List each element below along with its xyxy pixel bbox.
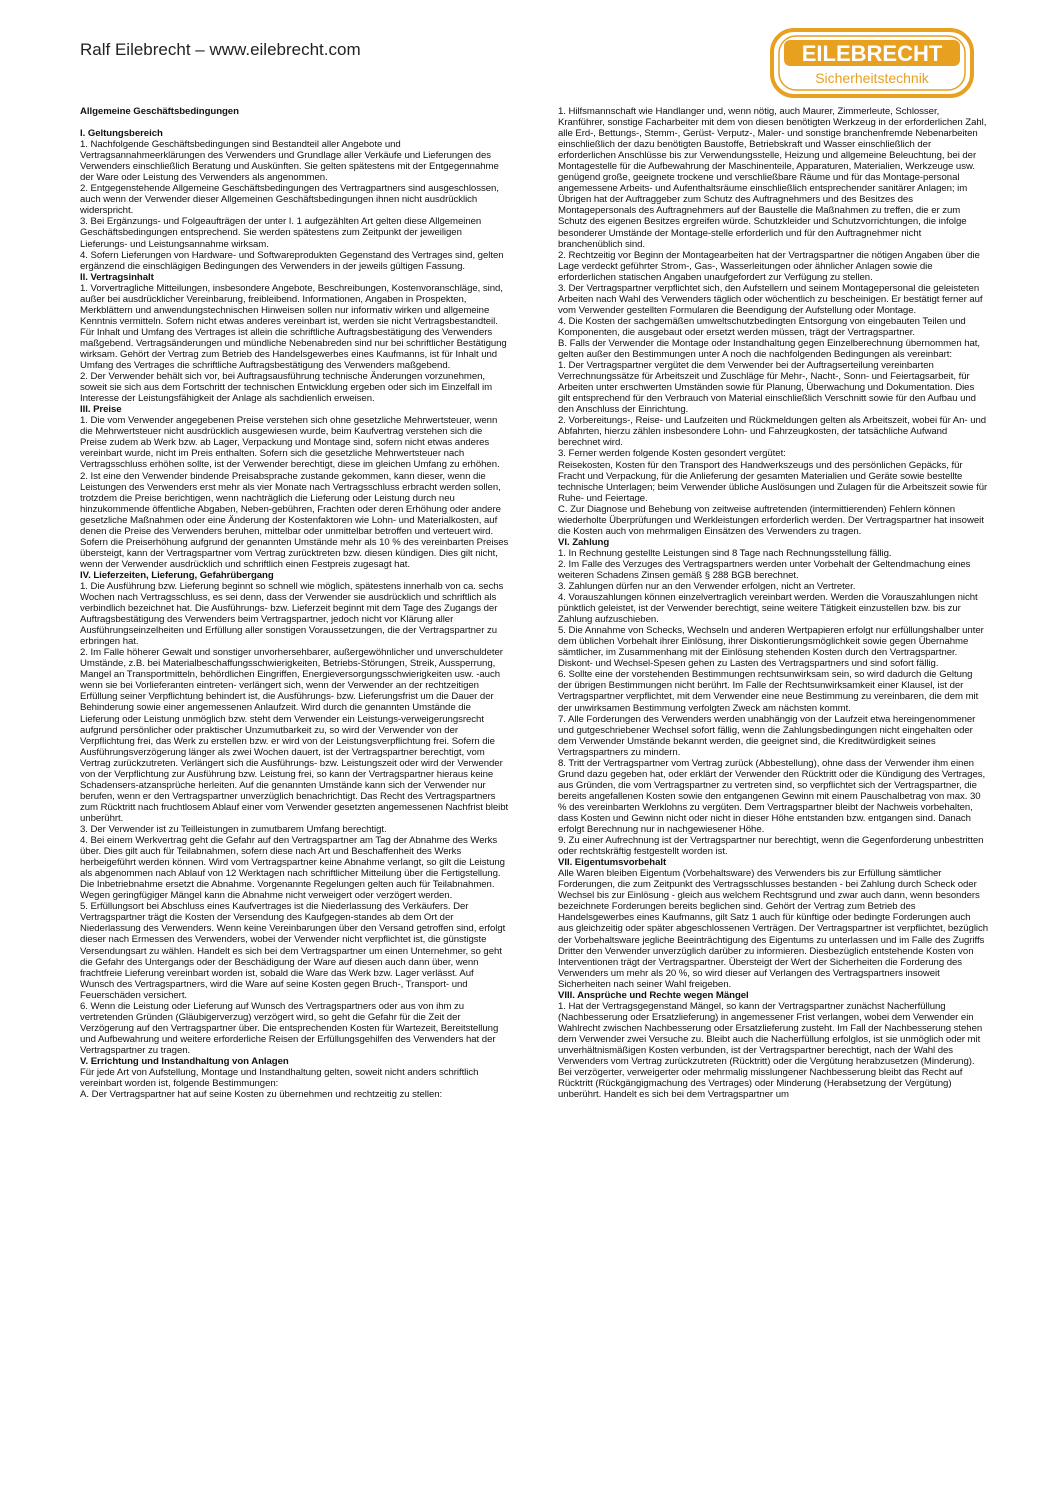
left-column-body bbox=[80, 128, 510, 1100]
section-heading: V. Errichtung und Instandhaltung von Anlagen bbox=[80, 1055, 289, 1067]
clause-paragraph: B. Falls der Verwender die Montage oder Instandhaltung gegen Einzelberechnung übernommen hat, gelten außer den Bestimmungen unter A noch die nachfolgenden Bedingungen als vereinbart: bbox=[558, 337, 981, 361]
clause-paragraph: 4. Die Kosten der sachgemäßen umweltschutzbedingten Entsorgung von eingebauten Teilen und Komponenten, die ausgebaut oder ersetzt werden müssen, trägt der Vertragspartner. bbox=[558, 315, 966, 338]
clause-paragraph: 2. Im Falle höherer Gewalt und sonstiger unvorhersehbarer, außergewöhnlicher und unverschuldeter Umstände, z.B. bei Materialbeschaffungsschwierigkeiten, Betriebs-Störungen, Streik, Aussperrung, Mangel an Transportmitteln, behördlichen Eingriffen, Energieversorgungsschwierigkeiten usw. -auch wenn sie bei Vorlieferanten eintreten- verlängert sich, wenn der Verwender an der rechtzeitigen Erfüllung seiner Verpflichtung behindert ist, die Ausführungs- bzw. Lieferungsfrist um die Dauer der Behinderung sowie einer angemessenen Anlaufzeit. Wird durch die genannten Umstände die Lieferung oder Leistung unmöglich bzw. steht dem Verwender ein Leistungs-verweigerungsrecht aufgrund persönlicher oder praktischer Unzumutbarkeit zu, so wird der Verwender von der Verpflichtung frei, das Werk zu erstellen bzw. er wird von der Leistungsverpflichtung frei. Sofern die Ausführungsverzögerung länger als zwei Wochen dauert, ist der Vertragspartner berechtigt, vom Vertrag zurückzutreten. Verlängert sich die Ausführungs- bzw. Leistungszeit oder wird der Verwender von der Verpflichtung zur Ausführung bzw. Leistung frei, so kann der Vertragspartner hieraus keine Schadensers-atzansprüche herleiten. Auf die genannten Umstände kann sich der Verwender nur berufen, wenn er den Vertragspartner unverzüglich benachrichtigt. Das Recht des Vertragspartners zum Rücktritt nach fruchtlosem Ablauf einer vom Verwender gesetzten angemessenen Nachfrist bleibt unberührt. bbox=[80, 647, 509, 824]
clause-paragraph: 6. Wenn die Leistung oder Lieferung auf Wunsch des Vertragspartners oder aus von ihm zu vertretenden Gründen (Gläubigerverzug) verzögert wird, so geht die Gefahr für die Zeit der Verzögerung auf den Vertragspartner über. Die entsprechenden Kosten für Wartezeit, Bereitstellung und Aufbewahrung und weitere erforderliche Reisen der Erfüllungsgehilfen des Verwenders hat der Vertragspartner zu tragen. bbox=[80, 1000, 499, 1056]
clause-paragraph: 2. Entgegenstehende Allgemeine Geschäftsbedingungen des Vertragpartners sind ausgeschlossen, auch wenn der Verwender dieser Allgemeinen Geschäftsbedingungen ihnen nicht ausdrücklich widerspricht. bbox=[80, 183, 499, 217]
clause-paragraph: 2. Im Falle des Verzuges des Vertragspartners werden unter Vorbehalt der Geltendmachung eines weiteren Schadens Zinsen gemäß § 288 BGB berechnet. bbox=[558, 558, 971, 581]
clause-paragraph: 5. Die Annahme von Schecks, Wechseln und anderen Wertpapieren erfolgt nur erfüllungshalber unter dem üblichen Vorbehalt ihrer Einlösung, ihrer Diskontierungsmöglichkeit sowie gegen Übernahme sämtlicher, im Zusammenhang mit der Einlösung stehenden Kosten durch den Vertragspartner. Diskont- und Wechsel-Spesen gehen zu Lasten des Vertragspartners und sind sofort fällig. bbox=[558, 625, 984, 670]
page-header: Ralf Eilebrecht – www.eilebrecht.com bbox=[80, 40, 361, 59]
section-heading: II. Vertragsinhalt bbox=[80, 271, 154, 283]
left-column bbox=[80, 106, 510, 1100]
clause-paragraph: 6. Sollte eine der vorstehenden Bestimmungen rechtsunwirksam sein, so wird dadurch die Geltung der übrigen Bestimmungen nicht berührt. Im Falle der Rechtsunwirksamkeit einer Klausel, ist der Vertragspartner verpflichtet, mit dem Verwender eine neue Bestimmung zu vereinbaren, die dem mit der unwirksamen Bestimmung verfolgten Zweck am nächsten kommt. bbox=[558, 669, 979, 714]
right-column bbox=[558, 106, 988, 1100]
clause-paragraph: 4. Vorauszahlungen können einzelvertraglich vereinbart werden. Werden die Vorauszahlungen nicht pünktlich geleistet, ist der Verwender berechtigt, seine weitere Tätigkeit einzustellen bzw. bis zur Zahlung aufzuschieben. bbox=[558, 592, 978, 626]
clause-paragraph: 1. Hilfsmannschaft wie Handlanger und, wenn nötig, auch Maurer, Zimmerleute, Schlosser, Kranführer, sonstige Facharbeiter mit dem von diesen benötigten Werkzeug in der erforderlichen Zahl, alle Erd-, Bettungs-, Stemm-, Gerüst- Verputz-, Maler- und sonstige branchenfremde Nebenarbeiten einschließlich der dazu benötigten Baustoffe, Betriebskraft und Wasser einschließlich der erforderlichen Anschlüsse bis zur Verwendungsstelle, Heizung und allgemeine Beleuchtung, bei der Montagestelle für die Aufbewahrung der Maschinenteile, Apparaturen, Materialien, Werkzeuge usw. genügend große, geeignete trockene und verschließbare Räume und für das Montage-personal angemessene Arbeits- und Aufenthaltsräume einschließlich entsprechender sanitärer Anlagen; im Übrigen hat der Auftraggeber zum Schutz des Auftragnehmers und des Besitzes des Montagepersonals des Auftragnehmers auf der Baustelle die Maßnahmen zu treffen, die er zum Schutz des eigenen Besitzes ergreifen würde. Schutzkleider und Schutzvorrichtungen, die infolge besonderer Umstände der Montage-stelle erforderlich und für den Auftragnehmer nicht branchenüblich sind. bbox=[558, 106, 987, 250]
section-heading: VI. Zahlung bbox=[558, 536, 610, 548]
logo-subtitle: Sicherheitstechnik bbox=[815, 70, 929, 86]
terms-document bbox=[80, 106, 989, 1466]
clause-paragraph: 3. Ferner werden folgende Kosten gesondert vergütet: bbox=[558, 448, 786, 460]
clause-paragraph: 4. Sofern Lieferungen von Hardware- und Softwareprodukten Gegenstand des Vertrages sind, gelten ergänzend die einschlägigen Bedingungen des Verwenders in der jeweils gültigen Fassung. bbox=[80, 249, 504, 272]
clause-paragraph: Alle Waren bleiben Eigentum (Vorbehaltsware) des Verwenders bis zur Erfüllung sämtlicher Forderungen, die zum Zeitpunkt des Vertragsschlusses bestanden - bei Zahlung durch Scheck oder Wechsel bis zur Einlösung - gleich aus welchem Rechtsgrund und zwar auch dann, wenn besonders bezeichnete Forderungen bereits beglichen sind. Gehört der Vertrag zum Betrieb des Handelsgewerbes eines Kaufmanns, gilt Satz 1 auch für künftige oder bedingte Forderungen auch aus gleichzeitig oder später abgeschlossenen Verträgen. Der Vertragspartner ist verpflichtet, bezüglich der Vorbehaltsware jegliche Beeinträchtigung des Eigentums zu unterlassen und im Falle des Zugriffs Dritter den Verwender unverzüglich darüber zu informieren. Diesbezüglich entstehende Kosten von Interventionen trägt der Vertragspartner. Übersteigt der Wert der Sicherheiten die Forderung des Verwenders um mehr als 20 %, so wird dieser auf Verlangen des Vertragspartners insoweit Sicherheiten nach seiner Wahl freigeben. bbox=[558, 868, 989, 990]
section-heading: III. Preise bbox=[80, 404, 122, 416]
clause-paragraph: 3. Der Verwender ist zu Teilleistungen in zumutbarem Umfang berechtigt. bbox=[80, 824, 387, 835]
section-heading: IV. Lieferzeiten, Lieferung, Gefahrübergang bbox=[80, 569, 274, 581]
clause-paragraph: 1. In Rechnung gestellte Leistungen sind 8 Tage nach Rechnungsstellung fällig. bbox=[558, 547, 892, 559]
right-column-body bbox=[558, 106, 988, 1100]
document-title: Allgemeine Geschäftsbedingungen bbox=[80, 106, 239, 117]
clause-paragraph: 3. Bei Ergänzungs- und Folgeaufträgen der unter I. 1 aufgezählten Art gelten diese Allgemeinen Geschäftsbedingungen entsprechend. Sie werden spätestens zum Zeitpunkt der jeweiligen Lieferungs- und Leistungsannahme wirksam. bbox=[80, 216, 482, 250]
clause-paragraph: 1. Der Vertragspartner vergütet die dem Verwender bei der Auftragserteilung vereinbarten Verrechnungssätze für Arbeitszeit und Zuschläge für Mehr-, Nacht-, Sonn- und Feiertagsarbeit, für Arbeiten unter erschwerten Umständen sowie für Planung, Überwachung und Dokumentation. Dies gilt entsprechend für den Verbrauch von Material einschließlich Verschnitt sowie für den Aufbau und den Anschluss der Einrichtung. bbox=[558, 360, 976, 416]
clause-paragraph: 1. Die Ausführung bzw. Lieferung beginnt so schnell wie möglich, spätestens innerhalb von ca. sechs Wochen nach Vertragsschluss, es sei denn, dass der Verwender sie ausdrücklich und schriftlich als verbindlich bezeichnet hat. Die Ausführungs- bzw. Lieferzeit beginnt mit dem Tage des Zugangs der Auftragsbestätigung des Verwenders beim Vertragspartner, jedoch nicht vor Klärung aller Ausführungseinzelheiten und Erfüllung aller sonstigen Voraussetzungen, die der Vertragspartner zu erbringen hat. bbox=[80, 580, 504, 648]
clause-paragraph: 2. Der Verwender behält sich vor, bei Auftragsausführung technische Änderungen vorzunehmen, soweit sie sich aus dem Fortschritt der technischen Entwicklung ergeben oder sich im Einzelfall im Interesse der Leistungsfähigkeit der Anlage als sachdienlich erweisen. bbox=[80, 371, 493, 405]
clause-paragraph: C. Zur Diagnose und Behebung von zeitweise auftretenden (intermittierenden) Fehlern können wiederholte Überprüfungen und Werkleistungen erforderlich werden. Der Vertragspartner hat insoweit die Kosten auch von mehrmaligen Einsätzen des Verwenders zu tragen. bbox=[558, 503, 984, 537]
clause-paragraph: Reisekosten, Kosten für den Transport des Handwerkszeugs und des persönlichen Gepäcks, für Fracht und Verpackung, für die Anlieferung der gesamten Materialien und Geräte sowie bestellte technische Unterlagen; beim Verwender übliche Auslösungen und Zulagen für die Arbeitszeit sowie für Ruhe- und Feiertage. bbox=[558, 459, 988, 504]
clause-paragraph: 2. Ist eine den Verwender bindende Preisabsprache zustande gekommen, kann dieser, wenn die Leistungen des Verwenders erst mehr als vier Monate nach Vertragsschluss erbracht werden sollen, trotzdem die Preise berichtigen, wenn nachträglich die Lieferung oder Leistung durch neu hinzukommende öffentliche Abgaben, Neben-gebühren, Frachten oder deren Erhöhung oder andere gesetzliche Maßnahmen oder eine Änderung der Kostenfaktoren wie Lohn- und Materialkosten, auf denen die Preise des Verwenders beruhen, mittelbar oder unmittelbar betroffen und verteuert wird. Sofern die Preiserhöhung aufgrund der genannten Umstände mehr als 10 % des vereinbarten Preises übersteigt, kann der Vertragspartner vom Vertrag zurücktreten bzw. diesen kündigen. Dies gilt nicht, wenn der Verwender ausdrücklich und schriftlich einen Festpreis zugesagt hat. bbox=[80, 470, 509, 570]
clause-paragraph: A. Der Vertragspartner hat auf seine Kosten zu übernehmen und rechtzeitig zu stellen: bbox=[80, 1089, 443, 1101]
company-logo bbox=[770, 28, 974, 98]
clause-paragraph: 9. Zu einer Aufrechnung ist der Vertragspartner nur berechtigt, wenn die Gegenforderung unbestritten oder rechtskräftig festgestellt worden ist. bbox=[558, 835, 984, 858]
clause-paragraph: 3. Der Vertragspartner verpflichtet sich, den Aufstellern und seinem Montagepersonal die geleisteten Arbeiten nach Wahl des Verwenders täglich oder wöchentlich zu bescheinigen. Er bestätigt ferner auf vom Verwender gestellten Formularen die Beendigung der Aufstellung oder Montage. bbox=[558, 282, 983, 316]
clause-paragraph: 7. Alle Forderungen des Verwenders werden unabhängig von der Laufzeit etwa hereingenommener und gutgeschriebener Wechsel sofort fällig, wenn die Zahlungsbedingungen nicht eingehalten oder dem Verwender Umstände bekannt werden, die geeignet sind, die Kreditwürdigkeit seines Vertragspartners zu mindern. bbox=[558, 713, 976, 758]
clause-paragraph: 4. Bei einem Werkvertrag geht die Gefahr auf den Vertragspartner am Tag der Abnahme des Werks über. Dies gilt auch für Teilabnahmen, sofern diese nach Art und Beschaffenheit des Werks herbeigeführt werden können. Wird vom Vertragspartner keine Abnahme verlangt, so gilt die Leistung als abgenommen nach Ablauf von 12 Werktagen nach schriftlicher Mitteilung über die Fertigstellung. Die Inbetriebnahme ersetzt die Abnahme. Vorgenannte Regelungen gelten auch für Teilabnahmen. Wegen geringfügiger Mängel kann die Abnahme nicht verweigert oder verzögert werden. bbox=[80, 835, 505, 902]
clause-paragraph: 1. Vorvertragliche Mitteilungen, insbesondere Angebote, Beschreibungen, Kostenvoranschläge, sind, außer bei ausdrücklicher Vereinbarung, freibleibend. Informationen, Angaben in Prospekten, Merkblättern und anwendungstechnischen Hinweisen sollen nur informativ wirken und allgemeine Kenntnis vermitteln. Sofern nicht etwas anderes vereinbart ist, werden sie nicht Vertragsbestandteil. Für Inhalt und Umfang des Vertrages ist allein die schriftliche Auftragsbestätigung des Verwenders maßgebend. Vertragsänderungen und mündliche Nebenabreden sind nur bei schriftlicher Bestätigung wirksam. Gehört der Vertrag zum Betrieb des Handelsgewerbes eines Kaufmanns, ist für Inhalt und Umfang des Vertrages die schriftliche Auftragsbestätigung des Verwenders maßgebend. bbox=[80, 282, 507, 372]
clause-paragraph: 3. Zahlungen dürfen nur an den Verwender erfolgen, nicht an Vertreter. bbox=[558, 581, 856, 593]
section-heading: I. Geltungsbereich bbox=[80, 128, 163, 140]
clause-paragraph: 2. Rechtzeitig vor Beginn der Montagearbeiten hat der Vertragspartner die nötigen Angaben über die Lage verdeckt geführter Strom-, Gas-, Wasserleitungen oder ähnlicher Anlagen sowie die erforderlichen statischen Angaben unaufgefordert zur Verfügung zu stellen. bbox=[558, 249, 980, 283]
clause-paragraph: 1. Nachfolgende Geschäftsbedingungen sind Bestandteil aller Angebote und Vertragsannahmeerklärungen des Verwenders und Grundlage aller Verkäufe und Lieferungen des Verwenders einschließlich Beratung und Auskünften. Sie gelten spätestens mit der Entgegennahme der Ware oder Leistung des Verwenders als angenommen. bbox=[80, 139, 499, 184]
clause-paragraph: 5. Erfüllungsort bei Abschluss eines Kaufvertrages ist die Niederlassung des Verkäufers. Der Vertragspartner trägt die Kosten der Versendung des Kaufgegen-standes ab dem Ort der Niederlassung des Verwenders. Wenn keine Vereinbarungen über den Versand getroffen sind, erfolgt dieser nach Ermessen des Verwenders, wobei der Verwender nicht verpflichtet ist, die günstigste Versendungsart zu wählen. Handelt es sich bei dem Vertragspartner um einen Unternehmer, so geht die Gefahr des Untergangs oder der Beschädigung der Ware auf diesen auch dann über, wenn frachtfreie Lieferung vereinbart worden ist, sobald die Ware das Werk bzw. Lager verlässt. Auf Wunsch des Vertragspartners, wird die Ware auf seine Kosten gegen Bruch-, Transport- und Feuerschäden versichert. bbox=[80, 901, 506, 1001]
clause-paragraph: 8. Tritt der Vertragspartner vom Vertrag zurück (Abbestellung), ohne dass der Verwender ihm einen Grund dazu gegeben hat, oder erklärt der Verwender den Rücktritt oder die Kündigung des Vertrages, aus Gründen, die vom Vertragspartner zu vertreten sind, so verpflichtet sich der Vertragspartner, die bereits angefallenen Kosten sowie den entgangenen Gewinn mit einem Pauschalbetrag von max. 30 % des vereinbarten Werklohns zu vergüten. Dem Vertragspartner bleibt der Nachweis vorbehalten, dass Kosten und Gewinn nicht oder nicht in dieser Höhe entstanden bzw. entgangen sind. Danach erfolgt Berechnung nur in nachgewiesener Höhe. bbox=[558, 757, 986, 836]
section-heading: VII. Eigentumsvorbehalt bbox=[558, 857, 667, 869]
logo-wordmark: EILEBRECHT bbox=[801, 41, 943, 66]
clause-paragraph: 1. Die vom Verwender angegebenen Preise verstehen sich ohne gesetzliche Mehrwertsteuer, wenn die Mehrwertsteuer nicht ausdrücklich ausgewiesen wurde, beim Kaufvertrag verstehen sich die Preise zudem ab Werk bzw. ab Lager, Verpackung und Montage sind, sofern nicht etwas anderes vereinbart wurde, nicht im Preis enthalten. Sofern sich die gesetzliche Mehrwertsteuer nach Vertragsschluss erhöhen sollte, ist der Verwender berechtigt, diese im gleichen Umfang zu erhöhen. bbox=[80, 415, 500, 471]
section-heading: VIII. Ansprüche und Rechte wegen Mängel bbox=[558, 989, 749, 1001]
clause-paragraph: 2. Vorbereitungs-, Reise- und Laufzeiten und Rückmeldungen gelten als Arbeitszeit, wobei für An- und Abfahrten, hierzu zählen insbesondere Lohn- und Fahrzeugkosten, der tatsächliche Aufwand berechnet wird. bbox=[558, 415, 987, 449]
clause-paragraph: Für jede Art von Aufstellung, Montage und Instandhaltung gelten, soweit nicht anders schriftlich vereinbart worden ist, folgende Bestimmungen: bbox=[80, 1067, 479, 1090]
clause-paragraph: 1. Hat der Vertragsgegenstand Mängel, so kann der Vertragspartner zunächst Nacherfüllung (Nachbesserung oder Ersatzlieferung) in angemessener Frist verlangen, wobei dem Verwender ein Wahlrecht zwischen Nachbesserung oder Ersatzlieferung zusteht. Im Fall der Nachbesserung stehen dem Verwender zwei Versuche zu. Bleibt auch die Nacherfüllung erfolglos, ist sie unmöglich oder mit unverhältnismäßigen Kosten verbunden, ist der Vertragspartner berechtigt, nach der Wahl des Verwenders vom Vertrag zurückzutreten (Rücktritt) oder die Vergütung herabzusetzen (Minderung). Bei verzögerter, verweigerter oder mehrmalig misslungener Nachbesserung bleibt das Recht auf Rücktritt (Rückgängigmachung des Vertrages) oder Minderung (Herabsetzung der Vergütung) unberührt. Handelt es sich bei dem Vertragspartner um bbox=[558, 1000, 983, 1101]
